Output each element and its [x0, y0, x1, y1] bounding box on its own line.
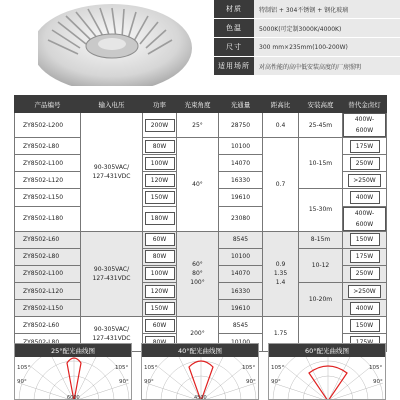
- polar-chart-40: [142, 357, 259, 400]
- cell-power: [143, 248, 177, 265]
- angle-label: 90°: [271, 379, 281, 385]
- voltage-line: 90-305VAC/: [93, 265, 130, 273]
- product-table: [14, 95, 387, 352]
- cell-ratio: [263, 231, 299, 317]
- cell-code: ZY8502-L80: [15, 248, 81, 265]
- cell-power: [143, 138, 177, 155]
- cell-replace: [343, 265, 387, 282]
- cell-replace: [343, 189, 387, 206]
- cell-flux: 14070: [219, 265, 263, 282]
- power-value: 100W: [145, 267, 175, 280]
- voltage-line: 127-431VDC: [92, 334, 131, 342]
- polar-chart-25: [15, 357, 132, 400]
- cell-replace: [343, 248, 387, 265]
- spec-row-material: [214, 0, 400, 19]
- power-value: 200W: [145, 119, 175, 132]
- spec-value: 特制铝 + 304不锈钢 + 钢化玻璃: [254, 0, 400, 18]
- cell-angle: 200°: [177, 317, 219, 351]
- header-ratio: 距高比: [263, 96, 299, 113]
- cell-replace: [343, 172, 387, 189]
- replace-value: 175W: [350, 140, 380, 153]
- intensity-label: 6000: [67, 395, 80, 400]
- cell-angle: 25°: [177, 113, 219, 138]
- header-voltage: 输入电压: [81, 96, 143, 113]
- cell-power: [143, 113, 177, 138]
- cell-flux: 10100: [219, 138, 263, 155]
- replace-value: 400W-600W: [343, 207, 386, 231]
- spec-key: 尺寸: [214, 38, 254, 56]
- cell-replace: [343, 317, 387, 334]
- voltage-line: 127-431VDC: [92, 274, 131, 282]
- power-value: 120W: [145, 285, 175, 298]
- angle-line: 80°: [192, 270, 203, 278]
- replace-value: 400W-600W: [343, 113, 386, 137]
- cell-replace: [343, 300, 387, 317]
- power-value: 150W: [145, 302, 175, 315]
- cell-flux: 28750: [219, 113, 263, 138]
- spec-key: 色温: [214, 19, 254, 37]
- spec-row-application: [214, 57, 400, 76]
- cell-code: ZY8502-L180: [15, 206, 81, 231]
- cell-flux: 16330: [219, 172, 263, 189]
- voltage-line: 90-305VAC/: [93, 163, 130, 171]
- cell-height: 15-30m: [299, 189, 343, 231]
- angle-label: 105°: [17, 365, 31, 371]
- voltage-line: 90-305VAC/: [93, 325, 130, 333]
- angle-label: 90°: [119, 379, 129, 385]
- table-row: [15, 138, 387, 155]
- cell-flux: 8545: [219, 231, 263, 248]
- curve-title: 40°配光曲线图: [142, 344, 258, 357]
- replace-value: >250W: [348, 174, 380, 187]
- table-row: [15, 317, 387, 334]
- table-header-row: [15, 96, 387, 113]
- light-curve-panels: [14, 343, 386, 400]
- cell-flux: 8545: [219, 317, 263, 334]
- cell-height: 10-15m: [299, 138, 343, 189]
- cell-angle: 40°: [177, 138, 219, 232]
- cell-code: ZY8502-L200: [15, 113, 81, 138]
- cell-height: 25-45m: [299, 113, 343, 138]
- angle-label: 105°: [271, 365, 285, 371]
- angle-label: 90°: [144, 379, 154, 385]
- spec-value: 300 mm×235mm(100-200W): [254, 38, 400, 56]
- replace-value: 250W: [350, 157, 380, 170]
- spec-value: 对高性能的高中低安装高度的厂房照明: [254, 57, 400, 75]
- spec-value: 5000K(可定制3000K/4000K): [254, 19, 400, 37]
- replace-value: 400W: [350, 191, 380, 204]
- cell-replace: [343, 138, 387, 155]
- cell-code: ZY8502-L120: [15, 172, 81, 189]
- angle-line: 60°: [192, 261, 203, 269]
- replace-value: >250W: [348, 285, 380, 298]
- cell-height: 10-12: [299, 248, 343, 282]
- power-value: 80W: [145, 140, 175, 153]
- header-replace: 替代金卤灯: [343, 96, 387, 113]
- cell-height: 8-15m: [299, 231, 343, 248]
- cell-code: ZY8502-L100: [15, 265, 81, 282]
- angle-label: 90°: [246, 379, 256, 385]
- power-value: 120W: [145, 174, 175, 187]
- curve-panel-60: [268, 343, 386, 400]
- power-value: 180W: [145, 212, 175, 225]
- header-beam-angle: 光束角度: [177, 96, 219, 113]
- replace-value: 175W: [350, 250, 380, 263]
- cell-power: [143, 231, 177, 248]
- curve-title: 60°配光曲线图: [269, 344, 385, 357]
- cell-ratio: 0.7: [263, 138, 299, 232]
- power-value: 60W: [145, 319, 175, 332]
- header-code: 产品编号: [15, 96, 81, 113]
- power-value: 60W: [145, 233, 175, 246]
- replace-value: 400W: [350, 302, 380, 315]
- cell-voltage: [81, 231, 143, 317]
- replace-value: 250W: [350, 267, 380, 280]
- angle-label: 90°: [373, 379, 383, 385]
- header-power: 功率: [143, 96, 177, 113]
- cell-replace: [343, 113, 387, 138]
- cell-power: [143, 300, 177, 317]
- cell-flux: 16330: [219, 282, 263, 299]
- cell-replace: [343, 231, 387, 248]
- high-bay-lamp-image: [0, 0, 210, 86]
- cell-code: ZY8502-L100: [15, 155, 81, 172]
- spec-row-size: [214, 38, 400, 57]
- cell-power: [143, 317, 177, 334]
- ratio-line: 1.4: [275, 279, 286, 287]
- spec-key: 适用场所: [214, 57, 254, 75]
- cell-flux: 19610: [219, 189, 263, 206]
- spec-key: 材质: [214, 0, 254, 18]
- power-value: 150W: [145, 191, 175, 204]
- header-flux: 光通量: [219, 96, 263, 113]
- cell-power: [143, 189, 177, 206]
- curve-panel-40: [141, 343, 259, 400]
- voltage-line: 127-431VDC: [92, 172, 131, 180]
- cell-flux: 19610: [219, 300, 263, 317]
- spec-row-color-temp: [214, 19, 400, 38]
- cell-power: [143, 265, 177, 282]
- curve-panel-25: [14, 343, 132, 400]
- spec-list: [214, 0, 400, 76]
- cell-code: ZY8502-L60: [15, 231, 81, 248]
- header-height: 安装高度: [299, 96, 343, 113]
- angle-label: 105°: [369, 365, 383, 371]
- angle-line: 100°: [190, 279, 205, 287]
- cell-flux: 10100: [219, 248, 263, 265]
- cell-code: ZY8502-L60: [15, 317, 81, 334]
- angle-label: 105°: [144, 365, 158, 371]
- cell-power: [143, 282, 177, 299]
- cell-ratio: 1.75: [263, 317, 299, 351]
- cell-ratio: 0.4: [263, 113, 299, 138]
- cell-height: 10-20m: [299, 282, 343, 316]
- replace-value: 150W: [350, 319, 380, 332]
- cell-voltage: [81, 113, 143, 232]
- intensity-label: 4500: [194, 395, 207, 400]
- cell-flux: 14070: [219, 155, 263, 172]
- cell-power: [143, 172, 177, 189]
- ratio-line: 0.9: [275, 261, 286, 269]
- cell-power: [143, 206, 177, 231]
- ratio-line: 1.35: [273, 270, 288, 278]
- angle-label: 105°: [242, 365, 256, 371]
- cell-power: [143, 155, 177, 172]
- cell-code: ZY8502-L150: [15, 189, 81, 206]
- cell-angle: [177, 231, 219, 317]
- cell-flux: 23080: [219, 206, 263, 231]
- power-value: 80W: [145, 250, 175, 263]
- table-row: [15, 231, 387, 248]
- cell-code: ZY8502-L150: [15, 300, 81, 317]
- cell-replace: [343, 155, 387, 172]
- polar-chart-60: [269, 357, 386, 400]
- angle-label: 105°: [115, 365, 129, 371]
- cell-code: ZY8502-L120: [15, 282, 81, 299]
- cell-replace: [343, 282, 387, 299]
- cell-replace: [343, 206, 387, 231]
- curve-title: 25°配光曲线图: [15, 344, 131, 357]
- replace-value: 150W: [350, 233, 380, 246]
- table-row: [15, 113, 387, 138]
- cell-code: ZY8502-L80: [15, 138, 81, 155]
- power-value: 100W: [145, 157, 175, 170]
- angle-label: 90°: [17, 379, 27, 385]
